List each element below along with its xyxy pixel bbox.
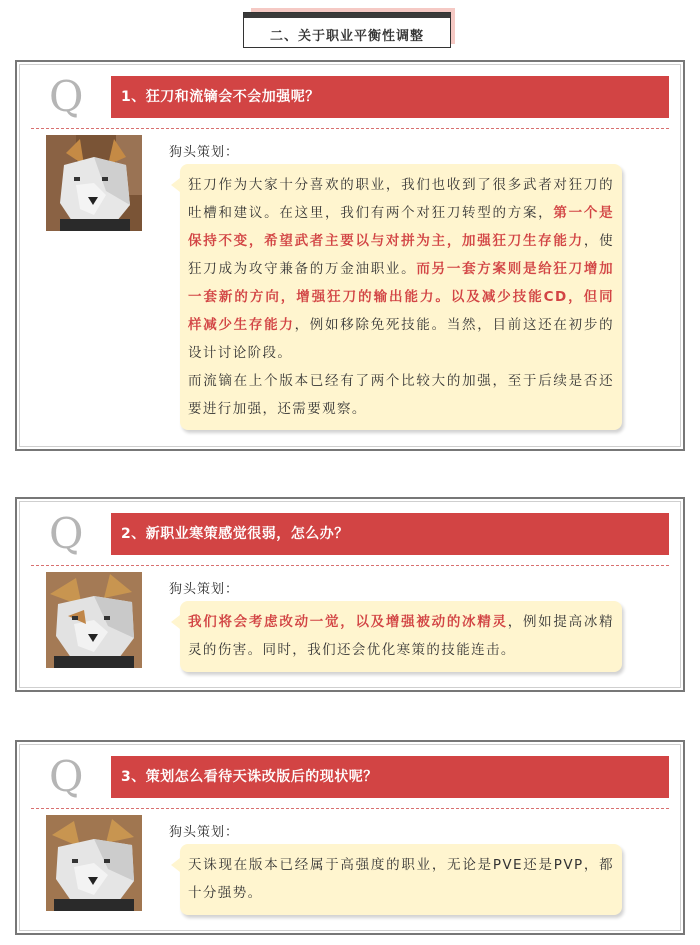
answer-text: ，例如移除免死技能。当然，目前这还在初步的设计讨论阶段。 (188, 317, 614, 361)
qa-card-3 (15, 740, 685, 935)
answer-text: 天诛现在版本已经属于高强度的职业，无论是PVE还是PVP，都十分强势。 (188, 857, 614, 901)
answer-text: ，使狂刀成为攻守兼备的万金油职业。 (188, 233, 614, 277)
dashed-divider (31, 128, 669, 129)
question-bar: 1、狂刀和流镝会不会加强呢？ (111, 76, 669, 118)
qa-card-1 (15, 60, 685, 451)
q-letter-icon: Q (49, 72, 84, 121)
answer-highlight: 而另一套方案则是给狂刀增加一套新的方向，增强狂刀的输出能力。以及减少技能CD，但同样减少生存能力 (188, 261, 614, 333)
speaker-label: 狗头策划： (169, 145, 240, 160)
dashed-divider (31, 808, 669, 809)
section-title-box (243, 12, 451, 48)
qa-card-2 (15, 497, 685, 692)
dog-mask-avatar (46, 572, 142, 668)
section-title (243, 8, 453, 50)
answer-highlight: 我们将会考虑改动一觉，以及增强被动的冰精灵 (188, 614, 508, 630)
speaker-label: 狗头策划： (169, 825, 240, 840)
question-bar: 2、新职业寒策感觉很弱，怎么办？ (111, 513, 669, 555)
answer-highlight: 第一个是保持不变，希望武者主要以与对拼为主，加强狂刀生存能力 (188, 205, 614, 249)
answer-bubble (180, 164, 622, 430)
answer-bubble (180, 844, 622, 915)
dashed-divider (31, 565, 669, 566)
answer-bubble (180, 601, 622, 672)
answer-text: 而流镝在上个版本已经有了两个比较大的加强，至于后续是否还要进行加强，还需要观察。 (188, 373, 614, 417)
answer-text: 狂刀作为大家十分喜欢的职业，我们也收到了很多武者对狂刀的吐槽和建议。在这里，我们有两个对狂刀转型的方案， (188, 177, 614, 221)
section-title-text: 二、关于职业平衡性调整 (269, 29, 424, 44)
speaker-label: 狗头策划： (169, 582, 240, 597)
section-title-bar (244, 13, 450, 18)
answer-text: ，例如提高冰精灵的伤害。同时，我们还会优化寒策的技能连击。 (188, 614, 614, 658)
question-bar: 3、策划怎么看待天诛改版后的现状呢？ (111, 756, 669, 798)
q-letter-icon: Q (49, 509, 84, 558)
dog-mask-avatar (46, 815, 142, 911)
dog-mask-avatar (46, 135, 142, 231)
q-letter-icon: Q (49, 752, 84, 801)
